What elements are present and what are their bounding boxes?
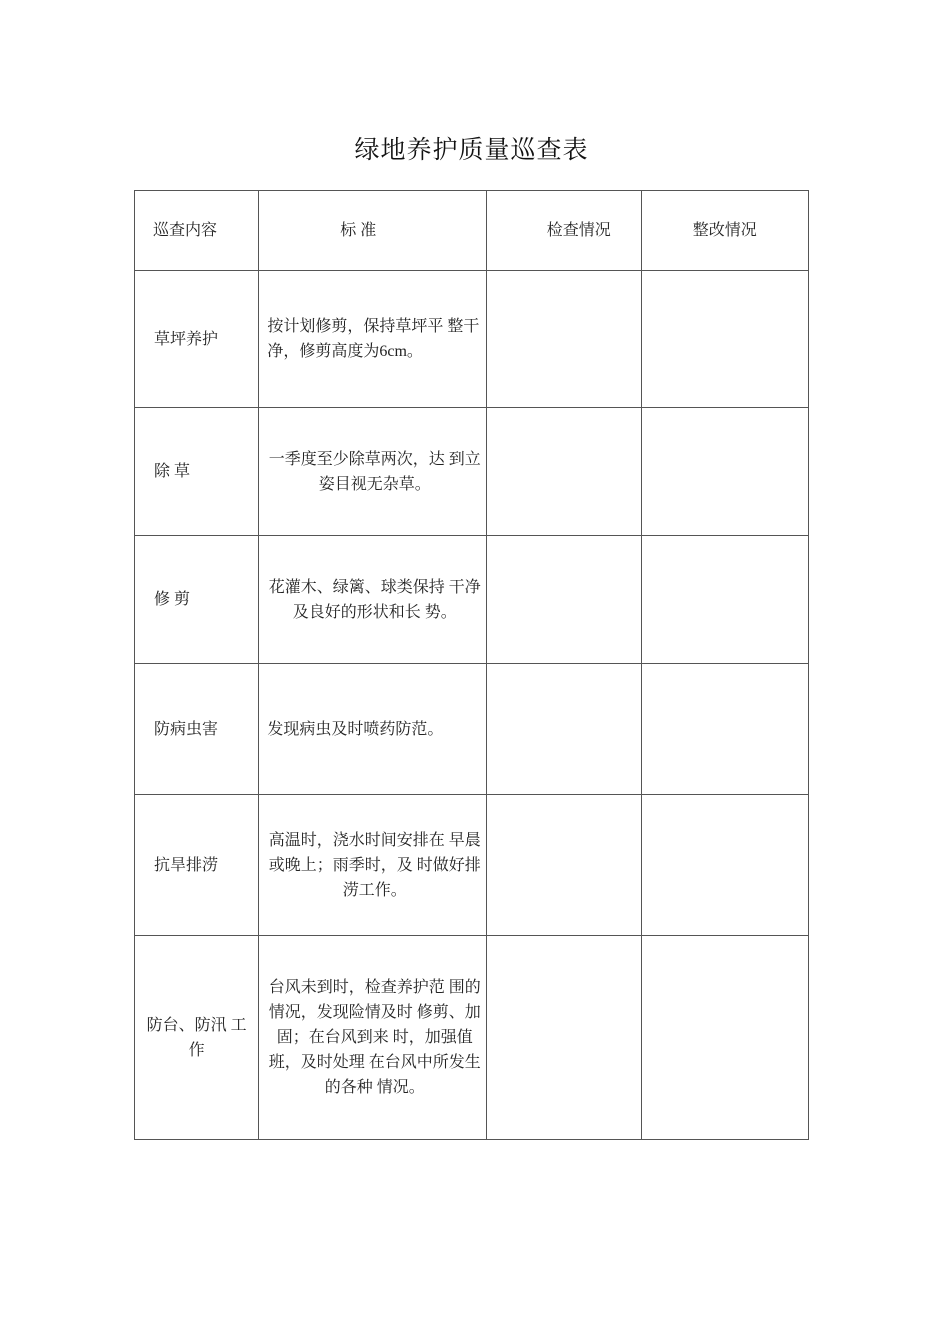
row-check-cell[interactable] <box>487 271 642 408</box>
row-check-cell[interactable] <box>487 536 642 664</box>
row-standard-cell: 台风未到时，检查养护范 围的情况，发现险情及时 修剪、加固；在台风到来 时，加强值班，及时处理 在台风中所发生的各种 情况。 <box>259 936 487 1140</box>
header-rectification-status: 整改情况 <box>642 191 809 271</box>
document-title: 绿地养护质量巡查表 <box>354 137 589 164</box>
row-standard-cell: 一季度至少除草两次，达 到立姿目视无杂草。 <box>259 408 487 536</box>
row-item-cell: 防病虫害 <box>135 664 259 795</box>
row-check-cell[interactable] <box>487 664 642 795</box>
row-item-cell: 草坪养护 <box>135 271 259 408</box>
table-row <box>135 795 809 936</box>
table-header-row <box>135 191 809 271</box>
row-rectify-cell[interactable] <box>642 664 809 795</box>
row-rectify-cell[interactable] <box>642 536 809 664</box>
row-check-cell[interactable] <box>487 408 642 536</box>
row-standard-cell: 按计划修剪，保持草坪平 整干净，修剪高度为6cm。 <box>259 271 487 408</box>
header-standard: 标 准 <box>259 191 487 271</box>
row-rectify-cell[interactable] <box>642 936 809 1140</box>
row-standard-cell: 高温时，浇水时间安排在 早晨或晚上；雨季时，及 时做好排涝工作。 <box>259 795 487 936</box>
table-row <box>135 536 809 664</box>
row-rectify-cell[interactable] <box>642 795 809 936</box>
row-item-cell: 抗旱排涝 <box>135 795 259 936</box>
row-item-cell: 修 剪 <box>135 536 259 664</box>
row-rectify-cell[interactable] <box>642 271 809 408</box>
header-inspection-content: 巡查内容 <box>135 191 259 271</box>
row-rectify-cell[interactable] <box>642 408 809 536</box>
inspection-table <box>134 190 809 1140</box>
table-row <box>135 271 809 408</box>
table-row <box>135 664 809 795</box>
row-item-cell: 防台、防汛 工作 <box>135 936 259 1140</box>
table-row <box>135 408 809 536</box>
header-check-status: 检查情况 <box>487 191 642 271</box>
row-item-cell: 除 草 <box>135 408 259 536</box>
row-check-cell[interactable] <box>487 936 642 1140</box>
table-row <box>135 936 809 1140</box>
row-standard-cell: 发现病虫及时喷药防范。 <box>259 664 487 795</box>
row-standard-cell: 花灌木、绿篱、球类保持 干净及良好的形状和长 势。 <box>259 536 487 664</box>
row-check-cell[interactable] <box>487 795 642 936</box>
